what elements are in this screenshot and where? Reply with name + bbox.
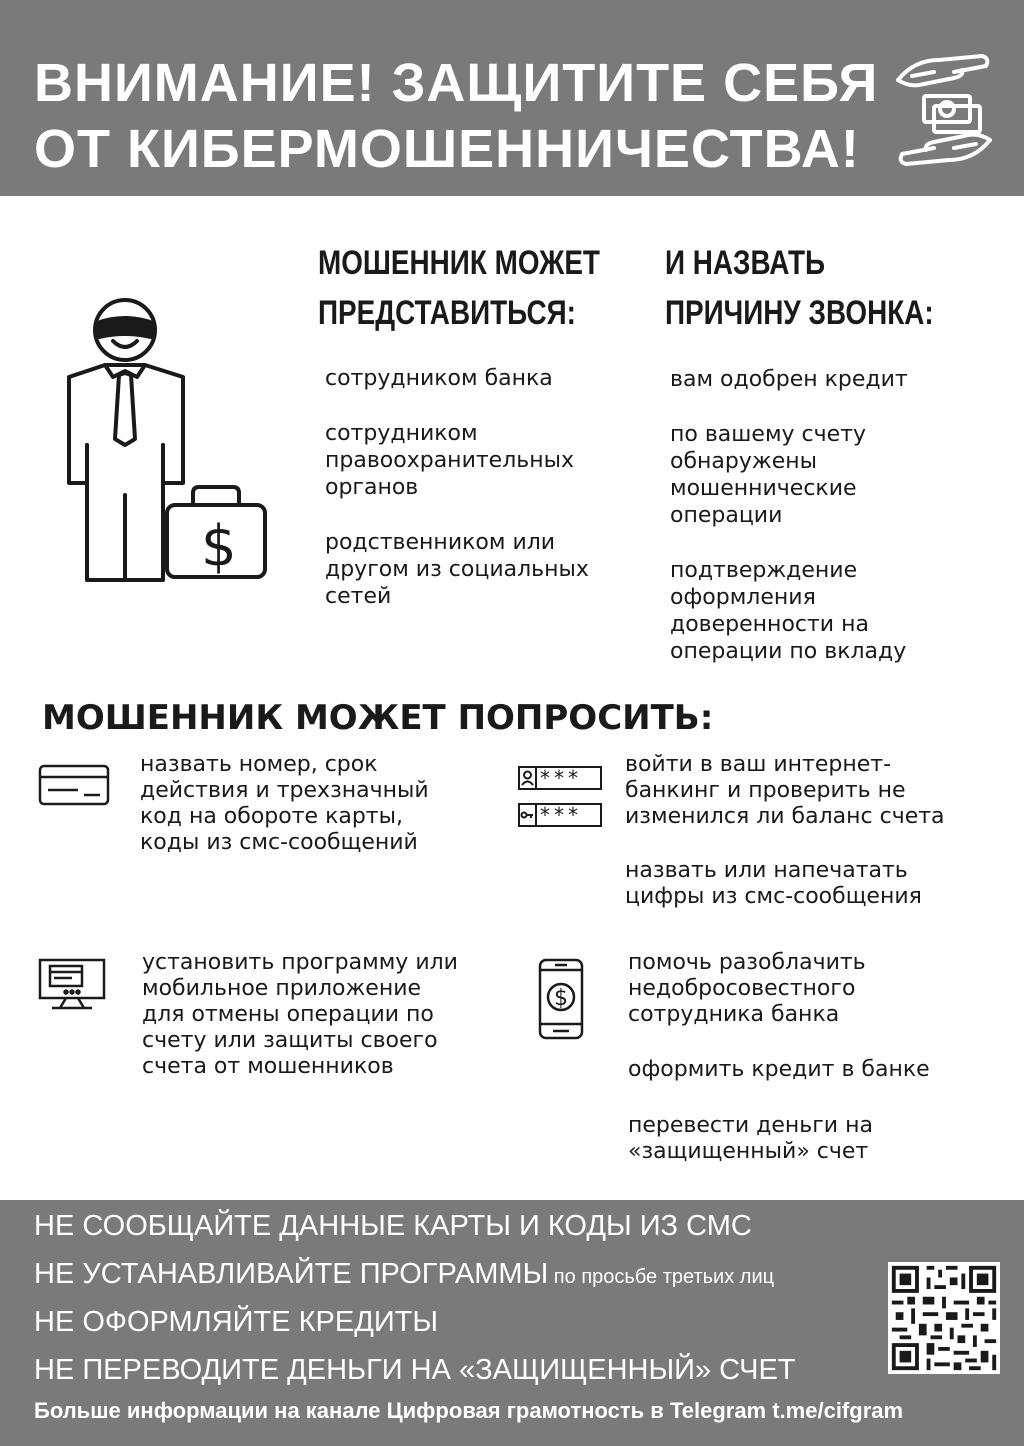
roles-heading: [318, 238, 600, 338]
page-title: [34, 50, 894, 182]
rule-main: НЕ ОФОРМЛЯЙТЕ КРЕДИТЫ: [34, 1306, 439, 1338]
smartphone-dollar-icon: [538, 958, 584, 1040]
list-item: по вашему счету обнаружены мошеннические операции: [670, 422, 867, 528]
password-mask: ***: [540, 803, 582, 827]
rule-main: НЕ СООБЩАЙТЕ ДАННЫЕ КАРТЫ И КОДЫ ИЗ СМС: [34, 1210, 752, 1242]
login-form-icon: [518, 766, 602, 828]
fraudster-illustration: [55, 295, 285, 590]
rule-item: [34, 1352, 796, 1388]
credit-card-icon: [38, 764, 110, 806]
request-internet-banking: войти в ваш интернет- банкинг и проверить не изменился ли баланс счета: [625, 752, 945, 829]
rule-item: [34, 1304, 438, 1340]
request-take-credit: оформить кредит в банке: [628, 1057, 930, 1082]
svg-text:$: $: [554, 986, 568, 1011]
list-item: сотрудником банка: [325, 366, 553, 391]
roles-heading-line-1: МОШЕННИК МОЖЕТ: [318, 244, 600, 282]
rule-note: по просьбе третьих лиц: [548, 1266, 775, 1288]
rule-item: [34, 1256, 774, 1295]
rule-main: НЕ УСТАНАВЛИВАЙТЕ ПРОГРАММЫ: [34, 1258, 549, 1290]
list-item: вам одобрен кредит: [670, 367, 908, 392]
reasons-heading: [665, 238, 934, 338]
title-line-1: ВНИМАНИЕ! ЗАЩИТИТЕ СЕБЯ: [34, 53, 879, 113]
list-item: подтверждение оформления доверенности на операции по вкладу: [670, 558, 907, 664]
monitor-icon: [38, 958, 106, 1012]
rule-main: НЕ ПЕРЕВОДИТЕ ДЕНЬГИ НА «ЗАЩИЩЕННЫЙ» СЧЕТ: [34, 1354, 796, 1386]
svg-text:$: $: [201, 514, 237, 579]
roles-heading-line-2: ПРЕДСТАВИТЬСЯ:: [318, 294, 576, 332]
rule-item: [34, 1208, 752, 1244]
login-mask: ***: [540, 766, 582, 790]
request-transfer-money: перевести деньги на «защищенный» счет: [628, 1113, 873, 1164]
request-expose-employee: помочь разоблачить недобросовестного сотрудника банка: [628, 950, 866, 1027]
request-card-details: назвать номер, срок действия и трехзначный код на обороте карты, коды из смс-сообщений: [140, 752, 429, 855]
request-install-app: установить программу или мобильное приложение для отмены операции по счету или защиты своего счета от мошенников: [142, 950, 458, 1079]
reasons-heading-line-1: И НАЗВАТЬ: [665, 244, 826, 282]
list-item: сотрудником правоохранительных органов: [325, 421, 575, 500]
header-banner: [0, 0, 1024, 196]
hands-money-icon: [894, 50, 994, 170]
list-item: родственником или другом из социальных сетей: [325, 530, 589, 609]
telegram-info: Больше информации на канале Цифровая грамотность в Telegram t.me/cifgram: [34, 1398, 904, 1423]
reasons-list: [670, 366, 1000, 693]
roles-list: [325, 365, 655, 638]
qr-code[interactable]: [888, 1262, 1000, 1374]
request-sms-digits: назвать или напечатать цифры из смс-сообщения: [625, 858, 922, 909]
title-line-2: ОТ КИБЕРМОШЕННИЧЕСТВА!: [34, 119, 860, 179]
reasons-heading-line-2: ПРИЧИНУ ЗВОНКА:: [665, 294, 934, 332]
requests-heading: МОШЕННИК МОЖЕТ ПОПРОСИТЬ:: [42, 698, 714, 738]
